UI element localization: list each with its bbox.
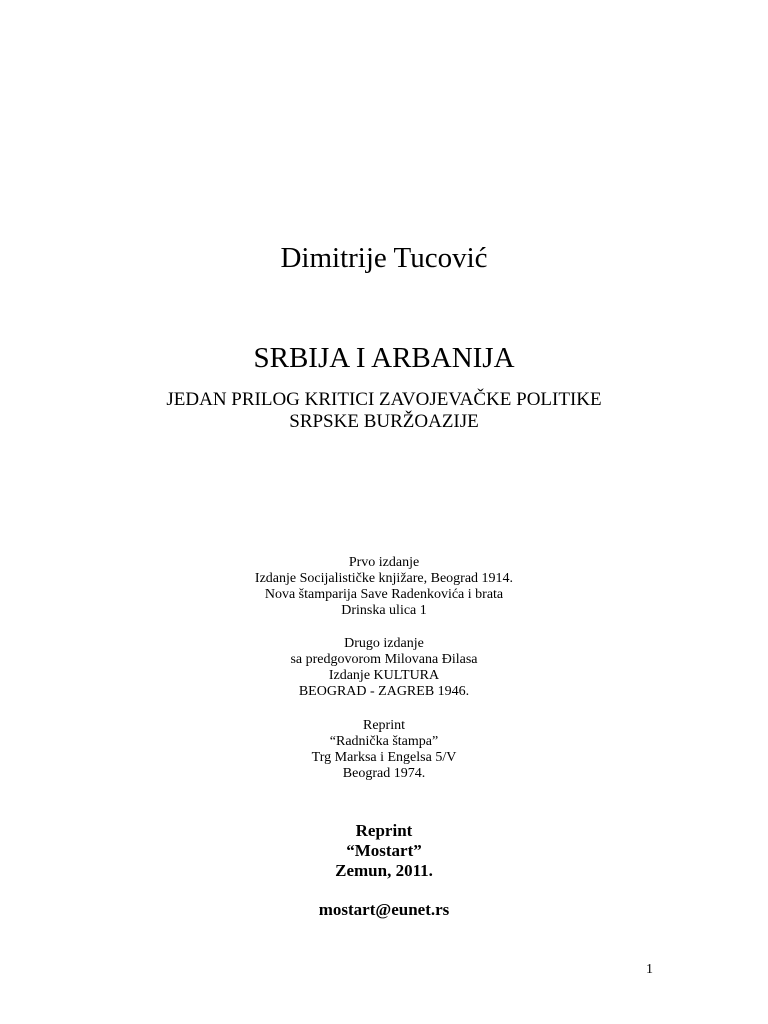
subtitle-line: SRPSKE BURŽOAZIJE xyxy=(289,411,479,432)
publisher-email: mostart@eunet.rs xyxy=(318,900,450,919)
edition-line: Trg Marksa i Engelsa 5/V xyxy=(311,750,457,765)
edition-line: Reprint xyxy=(363,718,405,733)
edition-block-reprint-1974 xyxy=(0,718,768,782)
reprint-line: Reprint xyxy=(355,821,413,840)
reprint-line: Zemun, 2011. xyxy=(335,861,433,880)
subtitle-line: JEDAN PRILOG KRITICI ZAVOJEVAČKE POLITIKE xyxy=(166,389,602,410)
edition-line: Drinska ulica 1 xyxy=(341,603,427,618)
reprint-line: “Mostart” xyxy=(346,841,422,860)
book-title: SRBIJA I ARBANIJA xyxy=(253,342,515,374)
edition-block-second xyxy=(0,636,768,700)
edition-line: sa predgovorom Milovana Đilasa xyxy=(290,652,478,667)
edition-line: Drugo izdanje xyxy=(344,636,424,651)
edition-block-first xyxy=(0,555,768,619)
book-subtitle xyxy=(0,389,768,433)
edition-line: “Radnička štampa” xyxy=(329,734,439,749)
edition-line: Izdanje Socijalističke knjižare, Beograd 1914. xyxy=(254,571,514,586)
edition-line: BEOGRAD - ZAGREB 1946. xyxy=(298,684,470,699)
reprint-mostart-block xyxy=(0,821,768,881)
edition-line: Prvo izdanje xyxy=(348,555,420,570)
page-number: 1 xyxy=(646,962,653,977)
edition-line: Nova štamparija Save Radenkovića i brata xyxy=(264,587,504,602)
edition-line: Izdanje KULTURA xyxy=(328,668,440,683)
edition-line: Beograd 1974. xyxy=(342,766,426,781)
author-name: Dimitrije Tucović xyxy=(280,242,488,274)
